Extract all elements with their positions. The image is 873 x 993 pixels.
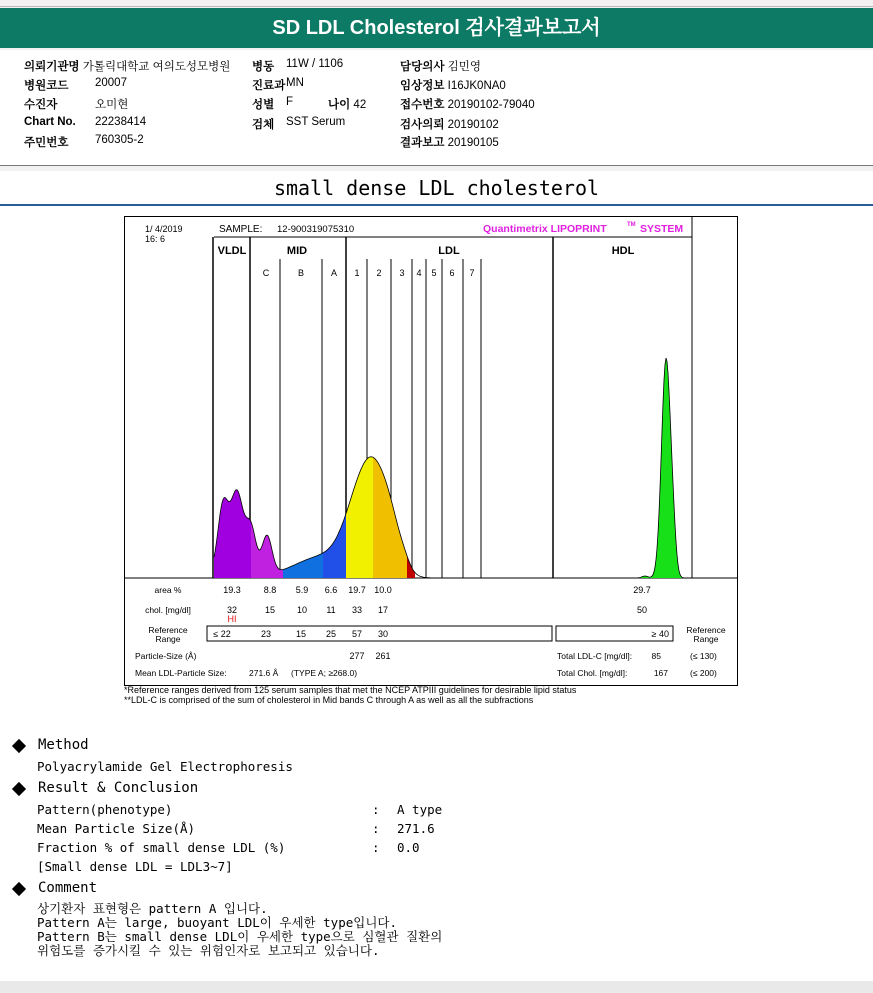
results-table	[135, 245, 726, 678]
method-title: Method	[38, 737, 89, 753]
chart-date: 1/ 4/2019	[145, 224, 183, 234]
comment-line: 상기환자 표현형은 pattern A 입니다.	[37, 901, 268, 916]
info-ward: 병동 11W / 1106	[252, 58, 344, 73]
ref-value: 57	[351, 629, 363, 639]
info-clinical: 임상정보 I16JK0NA0	[400, 80, 506, 92]
chol-value: 17	[377, 605, 389, 615]
chol-value: 15	[264, 605, 276, 615]
info-chart-no: Chart No. 22238414	[24, 116, 147, 128]
document-title: small dense LDL cholesterol	[273, 176, 600, 200]
band-label: 4	[416, 268, 422, 278]
top-border	[0, 6, 873, 7]
row-label: Mean LDL-Particle Size:	[135, 668, 227, 678]
result-row-value: 271.6	[397, 821, 435, 836]
ref-value: 15	[295, 629, 307, 639]
row-label: area %	[154, 585, 182, 595]
density-curve	[214, 358, 693, 578]
result-title: Result & Conclusion	[38, 780, 199, 796]
group-label: HDL	[611, 245, 635, 257]
chol-value: 50	[636, 605, 648, 615]
chol-value: 32	[226, 605, 238, 615]
info-doctor: 담당의사 김민영	[400, 61, 481, 73]
mean-value: 271.6 Å	[249, 668, 279, 678]
area-value: 8.8	[263, 585, 277, 595]
result-row-sep: :	[372, 840, 380, 855]
total-chol-ref: (≤ 200)	[690, 668, 717, 678]
lipoprint-chart	[124, 216, 738, 686]
band-label: A	[330, 268, 338, 278]
area-value: 19.7	[348, 585, 366, 595]
sample-label: SAMPLE:	[219, 224, 263, 235]
bullet-icon	[12, 882, 26, 896]
brand-suffix: SYSTEM	[640, 223, 684, 235]
curve-segment	[283, 553, 323, 578]
info-department: 진료과 MN	[252, 77, 304, 92]
title-underline	[0, 204, 873, 206]
curve-segment	[373, 457, 407, 578]
ref-value: 25	[325, 629, 337, 639]
result-row-value: A type	[397, 802, 443, 817]
row-label: Particle-Size (Å)	[135, 651, 197, 661]
particle-value: 261	[375, 651, 391, 661]
band-label: 3	[399, 268, 405, 278]
curve-outline	[214, 358, 692, 578]
band-label: 7	[469, 268, 475, 278]
info-age: 나이 42	[328, 99, 367, 111]
curve-segment	[251, 522, 283, 578]
info-hospital-code: 병원코드 20007	[24, 77, 127, 92]
hdl-ref-value: ≥ 40	[651, 629, 669, 639]
bottom-bar	[0, 981, 873, 993]
brand-tm: TM	[627, 222, 636, 228]
result-row-label: Fraction % of small dense LDL (%)	[37, 840, 286, 855]
comment-line: Pattern B는 small dense LDL이 우세한 type으로 심혈관 질환의	[37, 929, 443, 944]
band-label: 6	[449, 268, 455, 278]
info-patient-name: 수진자 오미현	[24, 99, 129, 111]
result-row-value: 0.0	[397, 840, 420, 855]
comment-title: Comment	[38, 880, 98, 896]
brand-name: Quantimetrix LIPOPRINT	[483, 223, 607, 235]
curve-segment	[346, 457, 373, 578]
bullet-icon	[12, 739, 26, 753]
info-resident-no: 주민번호 760305-2	[24, 134, 144, 149]
sample-id: 12-900319075310	[277, 224, 355, 235]
particle-value: 277	[349, 651, 365, 661]
row-label: Reference	[148, 625, 188, 635]
result-note: [Small dense LDL = LDL3~7]	[37, 859, 233, 874]
chol-value: 11	[326, 605, 336, 615]
info-receipt: 접수번호 20190102-79040	[400, 99, 535, 111]
row-label: Reference	[686, 625, 726, 635]
result-row-sep: :	[372, 821, 380, 836]
report-title: SD LDL Cholesterol 검사결과보고서	[272, 17, 601, 39]
band-label: C	[262, 268, 270, 278]
ref-value: ≤ 22	[213, 629, 231, 639]
chol-value: 10	[296, 605, 308, 615]
group-label: MID	[286, 245, 308, 257]
band-label: B	[297, 268, 305, 278]
result-row-label: Mean Particle Size(Å)	[37, 821, 196, 836]
total-ldl-label: Total LDL-C [mg/dl]:	[557, 651, 633, 661]
result-row-sep: :	[372, 802, 380, 817]
curve-segment	[615, 358, 693, 578]
info-specimen: 검체 SST Serum	[252, 116, 346, 131]
info-request-date: 검사의뢰 20190102	[400, 119, 499, 131]
row-label: Range	[693, 634, 719, 644]
row-label: Range	[155, 634, 181, 644]
footnote-1: *Reference ranges derived from 125 serum samples that met the NCEP ATPIII guidelines for desirable lipid status	[124, 685, 577, 695]
area-value: 6.6	[324, 585, 338, 595]
mean-type: (TYPE A; ≥268.0)	[291, 668, 358, 678]
info-report-date: 결과보고 20190105	[400, 137, 499, 149]
bullet-icon	[12, 782, 26, 796]
comment-line: Pattern A는 large, buoyant LDL이 우세한 type입니다.	[37, 915, 397, 930]
info-institution: 의뢰기관명 가톨릭대학교 여의도성모병원	[24, 61, 231, 73]
area-value: 19.3	[223, 585, 241, 595]
total-chol-label: Total Chol. [mg/dl]:	[557, 668, 628, 678]
band-label: 1	[354, 268, 360, 278]
report-content	[0, 171, 873, 981]
ref-value: 23	[260, 629, 272, 639]
group-label: VLDL	[217, 245, 247, 257]
flag-hi: HI	[227, 614, 237, 624]
curve-segment	[214, 490, 251, 578]
comment-line: 위험도를 증가시킬 수 있는 위험인자로 보고되고 있습니다.	[37, 943, 380, 958]
result-row-label: Pattern(phenotype)	[37, 802, 173, 817]
area-value: 29.7	[633, 585, 651, 595]
separator	[0, 165, 873, 166]
total-chol-value: 167	[653, 668, 668, 678]
total-ldl-value: 85	[651, 651, 661, 661]
band-label: 5	[431, 268, 437, 278]
group-label: LDL	[438, 245, 460, 257]
total-ldl-ref: (≤ 130)	[690, 651, 717, 661]
band-label: 2	[376, 268, 382, 278]
row-label: chol. [mg/dl]	[145, 605, 191, 615]
chol-value: 33	[351, 605, 363, 615]
footnote-2: **LDL-C is comprised of the sum of cholesterol in Mid bands C through A as well as all the subfractions	[124, 695, 534, 705]
patient-info	[0, 50, 873, 165]
report-header	[0, 8, 873, 48]
area-value: 10.0	[374, 585, 392, 595]
method-text: Polyacrylamide Gel Electrophoresis	[37, 759, 293, 774]
ref-value: 30	[377, 629, 389, 639]
info-sex: 성별 F	[252, 96, 294, 111]
chart-time: 16: 6	[145, 234, 166, 244]
electrophoresis-chart	[125, 217, 737, 685]
area-value: 5.9	[295, 585, 309, 595]
